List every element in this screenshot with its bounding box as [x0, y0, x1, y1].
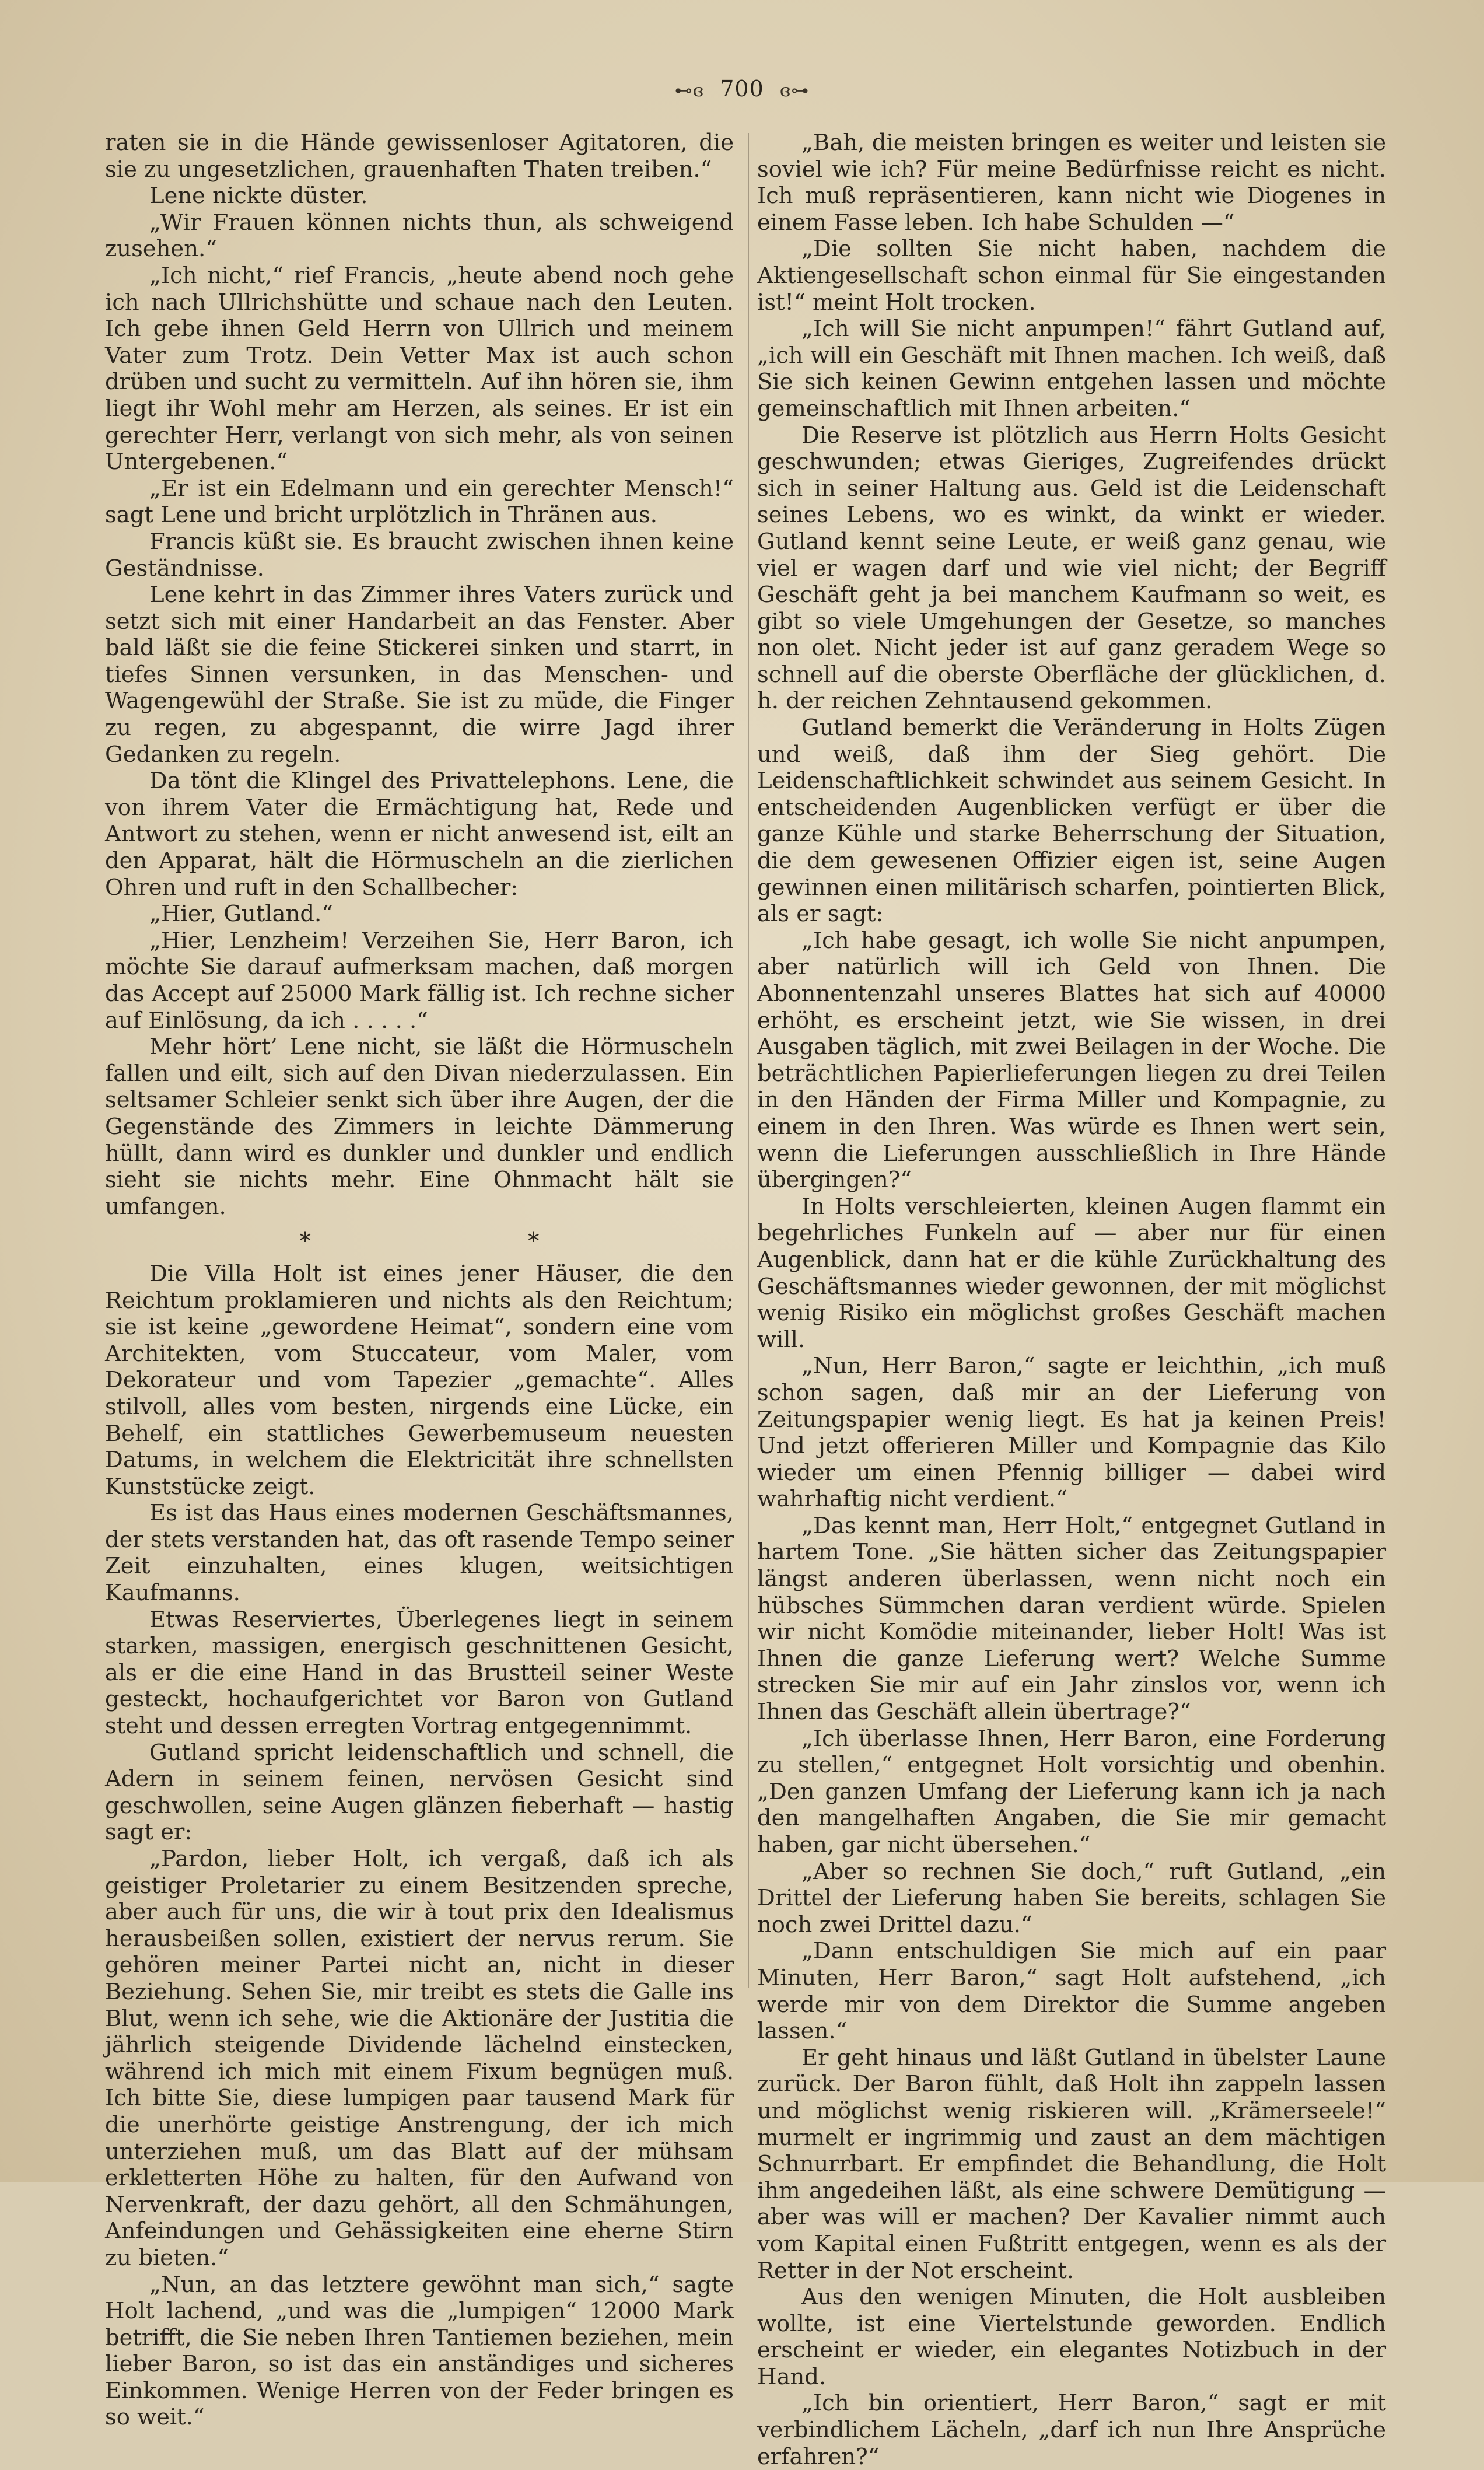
page-number: 700	[720, 76, 764, 102]
ornament-right: ɞ⊶	[779, 81, 810, 101]
right-column	[757, 130, 1386, 2470]
paragraph: „Aber so rechnen Sie doch,“ ruft Gutland, „ein Drittel der Lieferung haben Sie bereits, schlagen Sie noch zwei Drittel dazu.“	[757, 1858, 1386, 1938]
paragraph: „Hier, Lenzheim! Verzeihen Sie, Herr Baron, ich möchte Sie darauf aufmerksam machen, daß morgen das Accept auf 25000 Mark fällig ist. Ich rechne sicher auf Einlösung, da ich . . . . .“	[105, 927, 734, 1034]
paragraph: „Ich habe gesagt, ich wolle Sie nicht anpumpen, aber natürlich will ich Geld von Ihnen. Die Abonnentenzahl unseres Blattes hat sich auf 40000 erhöht, es erscheint jetzt, wie Sie wissen, in drei Ausgaben täglich, mit zwei Beilagen in der Woche. Die beträchtlichen Papierlieferungen liegen zu drei Teilen in den Händen der Firma Miller und Kompagnie, zu einem in den Ihren. Was würde es Ihnen wert sein, wenn die Lieferungen ausschließlich in Ihre Hände übergingen?“	[757, 927, 1386, 1194]
ornament-left: ⊷ɞ	[674, 81, 705, 101]
paragraph: Da tönt die Klingel des Privattelephons. Lene, die von ihrem Vater die Ermächtigung hat, Rede und Antwort zu stehen, wenn er nicht anwesend ist, eilt an den Apparat, hält die Hörmuscheln an die zierlichen Ohren und ruft in den Schallbecher:	[105, 768, 734, 901]
paragraph: „Wir Frauen können nichts thun, als schweigend zusehen.“	[105, 209, 734, 263]
paragraph: „Pardon, lieber Holt, ich vergaß, daß ich als geistiger Proletarier zu einem Besitzenden spreche, aber auch für uns, die wir à tout prix den Idealismus herausbeißen sollen, existiert der nervus rerum. Sie gehören meiner Partei nicht an, nicht in dieser Beziehung. Sehen Sie, mir treibt es stets die Galle ins Blut, wenn ich sehe, wie die Aktionäre der Justitia die jährlich steigende Dividende lächelnd einstecken, während ich mich mit einem Fixum begnügen muß. Ich bitte Sie, diese lumpigen paar tausend Mark für die unerhörte geistige Anstrengung, der ich mich unterziehen muß, um das Blatt auf der mühsam erkletterten Höhe zu halten, für den Aufwand von Nervenkraft, der dazu gehört, all den Schmähungen, Anfeindungen und Gehässigkeiten eine eherne Stirn zu bieten.“	[105, 1846, 734, 2271]
paragraph: „Nun, an das letztere gewöhnt man sich,“ sagte Holt lachend, „und was die „lumpigen“ 12000 Mark betrifft, die Sie neben Ihren Tantiemen beziehen, mein lieber Baron, so ist das ein anständiges und sicheres Einkommen. Wenige Herren von der Feder bringen es so weit.“	[105, 2271, 734, 2431]
section-break-stars: * *	[299, 1228, 645, 1255]
paragraph: „Die sollten Sie nicht haben, nachdem die Aktiengesellschaft schon einmal für Sie eingestanden ist!“ meint Holt trocken.	[757, 236, 1386, 316]
paragraph: „Bah, die meisten bringen es weiter und leisten sie soviel wie ich? Für meine Bedürfnisse reicht es nicht. Ich muß repräsentieren, kann nicht wie Diogenes in einem Fasse leben. Ich habe Schulden —“	[757, 130, 1386, 236]
paragraph: Es ist das Haus eines modernen Geschäftsmannes, der stets verstanden hat, das oft rasende Tempo seiner Zeit einzuhalten, eines klugen, weitsichtigen Kaufmanns.	[105, 1500, 734, 1607]
left-column	[105, 130, 734, 2431]
paragraph: In Holts verschleierten, kleinen Augen flammt ein begehrliches Funkeln auf — aber nur für einen Augenblick, dann hat er die kühle Zurückhaltung des Geschäftsmannes wieder gewonnen, der mit möglichst wenig Risiko ein möglichst großes Geschäft machen will.	[757, 1193, 1386, 1353]
page-header	[0, 76, 1484, 102]
paragraph: Gutland spricht leidenschaftlich und schnell, die Adern in seinem feinen, nervösen Gesicht sind geschwollen, seine Augen glänzen fieberhaft — hastig sagt er:	[105, 1739, 734, 1846]
column-divider	[748, 133, 749, 1988]
paragraph: Lene nickte düster.	[149, 183, 368, 209]
paragraph: raten sie in die Hände gewissenloser Agitatoren, die sie zu ungesetzlichen, grauenhaften Thaten treiben.“	[105, 130, 734, 183]
paragraph: „Dann entschuldigen Sie mich auf ein paar Minuten, Herr Baron,“ sagt Holt aufstehend, „ich werde mir von dem Direktor die Summe angeben lassen.“	[757, 1938, 1386, 2045]
paragraph: „Nun, Herr Baron,“ sagte er leichthin, „ich muß schon sagen, daß mir an der Lieferung von Zeitungspapier wenig liegt. Es hat ja keinen Preis! Und jetzt offerieren Miller und Kompagnie das Kilo wieder um einen Pfennig billiger — dabei wird wahrhaftig nicht verdient.“	[757, 1353, 1386, 1513]
paragraph: Die Reserve ist plötzlich aus Herrn Holts Gesicht geschwunden; etwas Gieriges, Zugreifendes drückt sich in seiner Haltung aus. Geld ist die Leidenschaft seines Lebens, wo es winkt, da winkt er wieder. Gutland kennt seine Leute, er weiß ganz genau, wie viel er wagen darf und wie viel nicht; der Begriff Geschäft geht ja bei manchem Kaufmann so weit, es gibt so viele Umgehungen der Gesetze, so manches non olet. Nicht jeder ist auf ganz geradem Wege so schnell auf die oberste Oberfläche der glücklichen, d. h. der reichen Zehntausend gekommen.	[757, 422, 1386, 715]
paragraph: „Ich nicht,“ rief Francis, „heute abend noch gehe ich nach Ullrichshütte und schaue nach den Leuten. Ich gebe ihnen Geld Herrn von Ullrich und meinem Vater zum Trotz. Dein Vetter Max ist auch schon drüben und sucht zu vermitteln. Auf ihn hören sie, ihm liegt ihr Wohl mehr am Herzen, als seines. Er ist ein gerechter Herr, verlangt von sich mehr, als von seinen Untergebenen.“	[105, 262, 734, 475]
paragraph: Lene kehrt in das Zimmer ihres Vaters zurück und setzt sich mit einer Handarbeit an das Fenster. Aber bald läßt sie die feine Stickerei sinken und starrt, in tiefes Sinnen versunken, in das Menschen- und Wagengewühl der Straße. Sie ist zu müde, die Finger zu regen, zu abgespannt, die wirre Jagd ihrer Gedanken zu regeln.	[105, 582, 734, 768]
paragraph: Mehr hört’ Lene nicht, sie läßt die Hörmuscheln fallen und eilt, sich auf den Divan niederzulassen. Ein seltsamer Schleier senkt sich über ihre Augen, der die Gegenstände des Zimmers in leichte Dämmerung hüllt, dann wird es dunkler und dunkler und endlich sieht sie nichts mehr. Eine Ohnmacht hält sie umfangen.	[105, 1034, 734, 1220]
paragraph: „Hier, Gutland.“	[149, 901, 333, 928]
paragraph: Gutland bemerkt die Veränderung in Holts Zügen und weiß, daß ihm der Sieg gehört. Die Leidenschaftlichkeit schwindet aus seinem Gesicht. In entscheidenden Augenblicken verfügt er über die ganze Kühle und starke Beherrschung der Situation, die dem gewesenen Offizier eigen ist, seine Augen gewinnen einen militärisch scharfen, pointierten Blick, als er sagt:	[757, 715, 1386, 928]
paragraph: „Ich überlasse Ihnen, Herr Baron, eine Forderung zu stellen,“ entgegnet Holt vorsichtig und obenhin. „Den ganzen Umfang der Lieferung kann ich ja nach den mangelhaften Angaben, die Sie mir gemacht haben, gar nicht übersehen.“	[757, 1725, 1386, 1858]
paragraph: Aus den wenigen Minuten, die Holt ausbleiben wollte, ist eine Viertelstunde geworden. Endlich erscheint er wieder, ein elegantes Notizbuch in der Hand.	[757, 2284, 1386, 2390]
paragraph: Die Villa Holt ist eines jener Häuser, die den Reichtum proklamieren und nichts als den Reichtum; sie ist keine „gewordene Heimat“, sondern eine vom Architekten, vom Stuccateur, vom Maler, vom Dekorateur und vom Tapezier „gemachte“. Alles stilvoll, alles vom besten, nirgends eine Lücke, ein Behelf, ein stattliches Gewerbemuseum neuesten Datums, in welchem die Elektricität ihre schnellsten Kunststücke zeigt.	[105, 1260, 734, 1500]
paragraph: Etwas Reserviertes, Überlegenes liegt in seinem starken, massigen, energisch geschnittenen Gesicht, als er die eine Hand in das Brustteil seiner Weste gesteckt, hochaufgerichtet vor Baron von Gutland steht und dessen erregten Vortrag entgegennimmt.	[105, 1606, 734, 1740]
paragraph: Er geht hinaus und läßt Gutland in übelster Laune zurück. Der Baron fühlt, daß Holt ihn zappeln lassen und möglichst wenig riskieren will. „Krämerseele!“ murmelt er ingrimmig und zaust an dem mächtigen Schnurrbart. Er empfindet die Behandlung, die Holt ihm angedeihen läßt, als eine schwere Demütigung — aber was will er machen? Der Kavalier nimmt auch vom Kapital einen Fußtritt entgegen, wenn es als der Retter in der Not erscheint.	[757, 2044, 1386, 2284]
paragraph: „Ich bin orientiert, Herr Baron,“ sagt er mit verbindlichem Lächeln, „darf ich nun Ihre Ansprüche erfahren?“	[757, 2390, 1386, 2470]
paragraph: Francis küßt sie. Es braucht zwischen ihnen keine Geständnisse.	[105, 528, 734, 582]
paragraph: „Ich will Sie nicht anpumpen!“ fährt Gutland auf, „ich will ein Geschäft mit Ihnen machen. Ich weiß, daß Sie sich keinen Gewinn entgehen lassen und möchte gemeinschaftlich mit Ihnen arbeiten.“	[757, 316, 1386, 422]
paragraph: „Er ist ein Edelmann und ein gerechter Mensch!“ sagt Lene und bricht urplötzlich in Thränen aus.	[105, 475, 734, 529]
paragraph: „Das kennt man, Herr Holt,“ entgegnet Gutland in hartem Tone. „Sie hätten sicher das Zeitungspapier längst anderen überlassen, wenn nicht noch ein hübsches Sümmchen daran verdient würde. Spielen wir nicht Komödie miteinander, lieber Holt! Was ist Ihnen die ganze Lieferung wert? Welche Summe strecken Sie mir auf ein Jahr zinslos vor, wenn ich Ihnen das Geschäft allein übertrage?“	[757, 1512, 1386, 1726]
